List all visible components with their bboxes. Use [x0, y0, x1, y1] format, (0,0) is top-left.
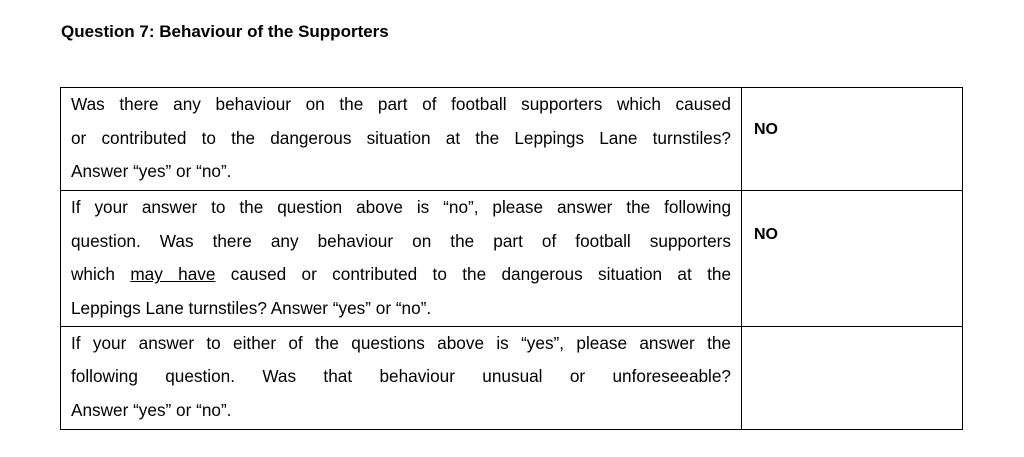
- answer-value: NO: [754, 121, 778, 138]
- question-text: [71, 191, 731, 326]
- question-fragment: caused or contributed to the dangerous situation at the: [230, 264, 732, 285]
- question-line: [71, 258, 731, 292]
- underlined-phrase: may have: [130, 264, 216, 285]
- question-line: Answer “yes” or “no”.: [71, 400, 232, 421]
- answer-value: NO: [754, 226, 778, 243]
- question-cell: [61, 88, 742, 191]
- answer-cell: [742, 326, 963, 429]
- question-text: [71, 327, 731, 428]
- question-line: If your answer to either of the questions above is “yes”, please answer the: [71, 332, 731, 353]
- question-word: which: [71, 264, 115, 285]
- answer-cell: [742, 88, 963, 191]
- question-text: [71, 88, 731, 189]
- question-line: If your answer to the question above is “no”, please answer the following: [71, 197, 731, 217]
- question-line: following question. Was that behaviour unusual or unforeseeable?: [71, 366, 731, 387]
- question-line: Was there any behaviour on the part of football supporters which caused: [71, 94, 731, 114]
- table-row: [61, 88, 963, 191]
- question-line: or contributed to the dangerous situation at the Leppings Lane turnstiles?: [71, 127, 731, 148]
- page-title: Question 7: Behaviour of the Supporters: [61, 22, 389, 41]
- question-cell: [61, 191, 742, 327]
- answer-cell: [742, 191, 963, 327]
- table-row: [61, 326, 963, 429]
- question-line: Answer “yes” or “no”.: [71, 161, 232, 182]
- table-row: [61, 191, 963, 327]
- question-line: question. Was there any behaviour on the part of football supporters: [71, 230, 731, 251]
- questions-table: [60, 87, 963, 430]
- question-line: Leppings Lane turnstiles? Answer “yes” or “no”.: [71, 298, 432, 319]
- question-cell: [61, 326, 742, 429]
